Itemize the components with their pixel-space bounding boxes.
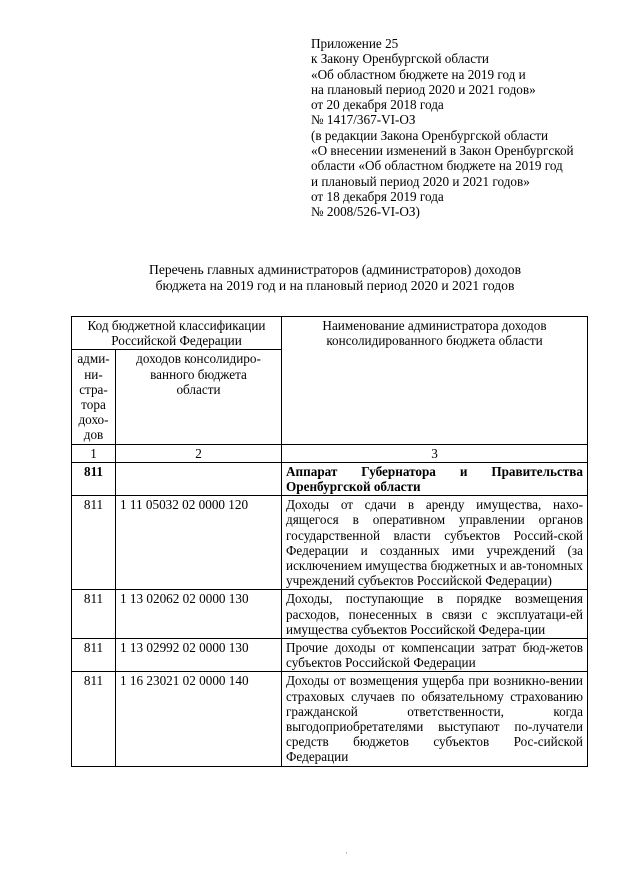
- header-line: «Об областном бюджете на 2019 год и: [311, 66, 526, 82]
- document-title: [40, 262, 630, 294]
- scan-speck: ·: [345, 849, 348, 858]
- header-line: (в редакции Закона Оренбургской области: [311, 127, 549, 143]
- income-code-cell: 1 13 02992 02 0000 130: [116, 639, 282, 672]
- income-code-cell: 1 11 05032 02 0000 120: [116, 496, 282, 590]
- admin-code-cell: 811: [72, 462, 116, 495]
- admin-code-cell: 811: [72, 590, 116, 639]
- header-code-cell: Код бюджетной классификации Российской Федерации: [72, 317, 282, 350]
- income-name-cell: Доходы, поступающие в порядке возмещения расходов, понесенных в связи с эксплуатаци-ей имущества субъектов Российской Федера-ции: [282, 590, 588, 639]
- title-line: бюджета на 2019 год и на плановый период 2020 и 2021 годов: [155, 278, 515, 293]
- income-name-cell: Доходы от сдачи в аренду имущества, нахо-дящегося в оперативном управлении органов государственной власти субъектов Россий-ской Федерации и созданных ими учреждений (за исключением имущества бюджетных и ав-тономных учреждений субъектов Российской Федерации): [282, 496, 588, 590]
- column-number: 1: [72, 444, 116, 462]
- header-line: от 20 декабря 2018 года: [311, 97, 444, 113]
- admin-code-cell: 811: [72, 496, 116, 590]
- document-header: [311, 36, 631, 220]
- table-row: [72, 462, 588, 495]
- header-name-cell: Наименование администратора доходов консолидированного бюджета области: [282, 317, 588, 445]
- subheader-admin-cell: адми- ни- стра- тора дохо- дов: [72, 350, 116, 444]
- admin-code-cell: 811: [72, 672, 116, 766]
- header-line: от 18 декабря 2019 года: [311, 188, 444, 204]
- column-number: 2: [116, 444, 282, 462]
- title-line: Перечень главных администраторов (администраторов) доходов: [149, 262, 521, 277]
- subheader-income-cell: доходов консолидиро- ванного бюджета области: [116, 350, 282, 444]
- table-row: [72, 672, 588, 766]
- column-number-row: [72, 444, 588, 462]
- header-line: на плановый период 2020 и 2021 годов»: [311, 81, 536, 97]
- header-line: № 2008/526-VI-ОЗ): [311, 204, 420, 220]
- header-line: «О внесении изменений в Закон Оренбургской: [311, 143, 574, 159]
- table-header-row: [72, 317, 588, 350]
- income-name-cell: Прочие доходы от компенсации затрат бюд-жетов субъектов Российской Федерации: [282, 639, 588, 672]
- table-row: [72, 639, 588, 672]
- income-name-cell: Доходы от возмещения ущерба при возникно-вении страховых случаев по обязательному страхованию гражданской ответственности, когда выгодоприобретателями выступают по-лучатели средств бюджетов субъектов Рос-сийской Федерации: [282, 672, 588, 766]
- header-line: к Закону Оренбургской области: [311, 51, 489, 67]
- table-row: [72, 496, 588, 590]
- admin-code-cell: 811: [72, 639, 116, 672]
- revenue-administrators-table: [71, 316, 588, 767]
- administrator-name-cell: Аппарат Губернатора и Правительства Оренбургской области: [282, 462, 588, 495]
- income-code-cell: 1 16 23021 02 0000 140: [116, 672, 282, 766]
- header-line: области «Об областном бюджете на 2019 год: [311, 158, 563, 174]
- income-code-cell: [116, 462, 282, 495]
- table-row: [72, 590, 588, 639]
- column-number: 3: [282, 444, 588, 462]
- header-line: Приложение 25: [311, 36, 399, 51]
- header-line: № 1417/367-VI-ОЗ: [311, 112, 416, 128]
- income-code-cell: 1 13 02062 02 0000 130: [116, 590, 282, 639]
- header-line: и плановый период 2020 и 2021 годов»: [311, 173, 530, 189]
